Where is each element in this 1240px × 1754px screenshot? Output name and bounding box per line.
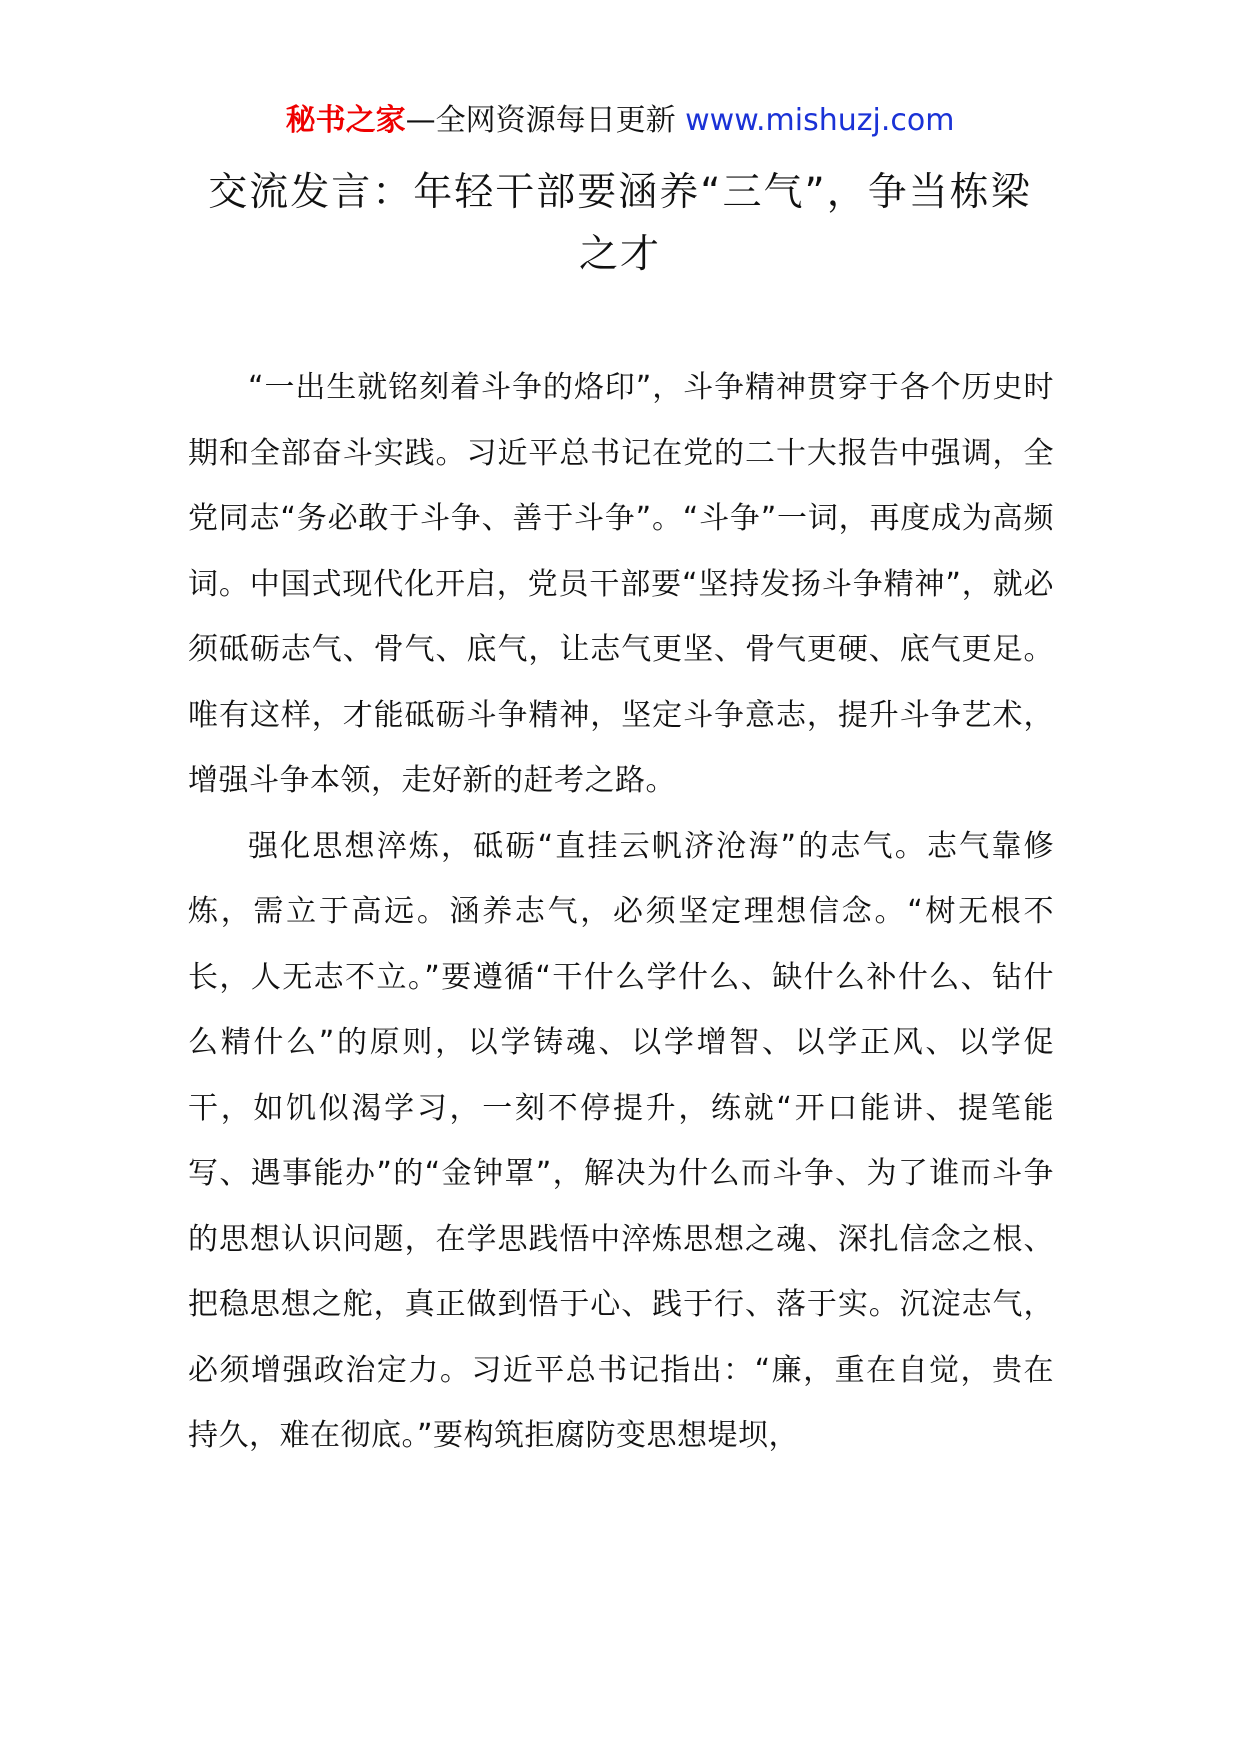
document-body [188, 355, 1054, 1469]
banner-tagline: —全网资源每日更新 [405, 103, 686, 138]
brand-name: 秘书之家 [285, 103, 406, 138]
paragraph-2: 强化思想淬炼，砥砺“直挂云帆济沧海”的志气。志气靠修炼，需立于高远。涵养志气，必须坚定理想信念。“树无根不长，人无志不立。”要遵循“干什么学什么、缺什么补什么、钻什么精什么”的原则，以学铸魂、以学增智、以学正风、以学促干，如饥似渴学习，一刻不停提升，练就“开口能讲、提笔能写、遇事能办”的“金钟罩”，解决为什么而斗争、为了谁而斗争的思想认识问题，在学思践悟中淬炼思想之魂、深扎信念之根、把稳思想之舵，真正做到悟于心、践于行、落于实。沉淀志气，必须增强政治定力。习近平总书记指出：“廉，重在自觉，贵在持久，难在彻底。”要构筑拒腐防变思想堤坝， [188, 828, 1054, 1453]
paragraph-1: “一出生就铭刻着斗争的烙印”，斗争精神贯穿于各个历史时期和全部奋斗实践。习近平总书记在党的二十大报告中强调，全党同志“务必敢于斗争、善于斗争”。“斗争”一词，再度成为高频词。中国式现代化开启，党员干部要“坚持发扬斗争精神”，就必须砥砺志气、骨气、底气，让志气更坚、骨气更硬、底气更足。唯有这样，才能砥砺斗争精神，坚定斗争意志，提升斗争艺术，增强斗争本领，走好新的赶考之路。 [188, 370, 1054, 798]
site-banner [0, 100, 1240, 142]
site-url-link[interactable]: www.mishuzj.com [685, 103, 955, 138]
document-title: 交流发言：年轻干部要涵养“三气”，争当栋梁之才 [208, 170, 1032, 277]
